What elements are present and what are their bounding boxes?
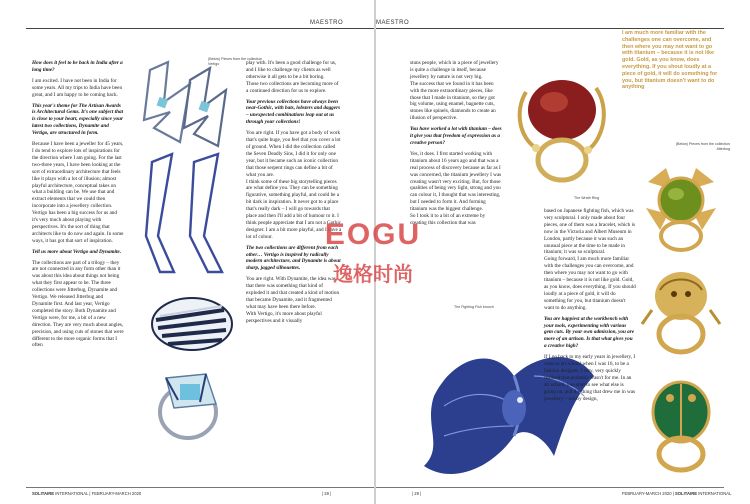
footer-brand: SOLITAIRE [32, 491, 55, 496]
interview-question: You have worked a lot with titanium – does it give you that freedom of expression as a creative person? [410, 126, 502, 146]
vertigo-ring-image [140, 290, 240, 356]
watermark-text: EOGU [324, 218, 422, 251]
vertigo-caption: (Below) Pieces from the collection Vertigo [208, 57, 263, 66]
interview-answer: Yes, it does. I first started working with titanium about 16 years ago and that was a real process of discovery because as far as I was concerned, the titanium jewellery I was creating wasn't very exciting. But, for those qualities of being very light, strong and you can colour it, I thought that was interesting, but I needed to form it. And forming titanium was the biggest challenge. [410, 150, 502, 213]
footer-issue-right: FEBRUARY-MARCH 2020 | [622, 491, 674, 496]
interview-answer: stuns people, which in a piece of jewellery is quite a challenge in itself, because jewellery by nature is not very big. [410, 60, 499, 80]
jitterbug-ring-gold-image [638, 260, 724, 360]
running-title-right: MAESTRO [376, 20, 410, 26]
right-column-1 [410, 60, 502, 227]
interview-answer: play with. It's been a good challenge for us, and I like to challenge my clients as well otherwise it all gets to be a bit boring. [246, 60, 337, 80]
interview-answer: Going forward, I am much more familiar with the challenges you can overcome, and then where you may not want to go with titanium – because it is not like gold. Gold, as you know, does everything. If you should loudly at a piece of gold, it will do something for you, but titanium doesn't want to do anything. [544, 256, 636, 311]
footer-rule [26, 487, 374, 488]
jitterbug-ring-green-image [638, 160, 724, 254]
interview-answer: I am excited. I have not been in India for some years. All my trips to India have been great, and I am happy to be coming back. [32, 77, 123, 98]
footer-rule-right [376, 487, 724, 488]
footer-brand-suffix: INTERNATIONAL [698, 491, 732, 496]
interview-answer: The collections are part of a trilogy – they are not connected in any form other than it was about this idea about things not being what they first appear to be. The three collections were Jitterbug, Dynamite and Vertigo. We released Jitterbug and Dynamite first. And last year, Vertigo completed the story. Both Dynamite and Vertigo were, for me, a bit of a new direction. They are very much about angles, precision, and using cuts of stones that were different to the more organic forms that I often [32, 259, 124, 349]
header-rule [26, 28, 374, 29]
interview-answer: based on Japanese fighting fish, which was very sculptural. I only made about four pieces, one of them was a bracelet, which is now in the Victoria and Albert Museum in London, partly because it was such an unusual piece at the time to be made in titanium; it was so sculptural. [544, 208, 636, 256]
watermark-logo [318, 218, 428, 298]
interview-answer: You are right. If you have got a body of work that's quite huge, you feel that you cover a lot of ground. When I did the collection called the Seven Deadly Sins, I did it for only one year, but it became such an iconic collection that those serpent rings can define a bit of what you are. [246, 130, 341, 178]
jitterbug-caption: (Below) Pieces from the collection Jitterbug [675, 142, 730, 151]
interview-question: Tell us more about Vertigo and Dynamite. [32, 248, 122, 255]
pull-quote: I am much more familiar with the challenges one can overcome, and then where you may not want to go with titanium – because it is not like gold. Gold, as you know, does everything. If you shout loudly at a piece of gold, it will do something for you, but titanium doesn't want to do anything [622, 30, 718, 91]
vertigo-earrings-image [134, 58, 240, 278]
footer-right [622, 491, 731, 496]
interview-question: This year's theme for The Artisan Awards is Architectural Gems. It's one subject that is close to your heart, especially since your latest two collections, Dynamite and Vertigo, are structured in form. [32, 102, 124, 137]
page-number-right: | 29 | [412, 491, 422, 496]
footer-issue: INTERNATIONAL | FEBRUARY-MARCH 2020 [55, 491, 142, 496]
interview-answer: You are right. With Dynamite, the idea was that there was something that kind of exploded it and that created a kind of motion that became Dynamite, and it fragmented what may have been there before. [246, 276, 340, 310]
page-number-left: | 28 | [322, 491, 332, 496]
interview-question: How does it feel to be back in India after a long time? [32, 60, 123, 73]
interview-answer: I think some of these big storytelling pieces are what define you. They can be something figurative, something playful, and could be a bit dark in inspiration. It never got to a place that's really dark – I will go towards that place and then I'll add a bit of humour to it. I think people appreciate that I am not a Gothic designer. I am a bit more playful, and I have a lot of colour. [246, 178, 342, 240]
interview-answer: The success that we found in it has been with the more extraordinary pieces, like those that I made in titanium, so they got big volume, using enamel, baguette cuts, stones like spinels, diamonds to create an illusion of perspective. [410, 80, 496, 122]
running-title-left: MAESTRO [310, 20, 344, 26]
footer-left [32, 491, 141, 496]
interview-answer: If I go back to my early years in jewellery, I went to art school when I was 16, to be a fashion designer. I very, very quickly realised that probably wasn't for me. In an art school, you start to see what else is going on, and the thing that drew me in was jewellery – not by design, [544, 354, 636, 402]
vertigo-ring-2-image [148, 368, 232, 444]
interview-answer: Because I have been a jeweller for 45 years, I do tend to explore lots of inspirations for the direction where I am going. For the last two-three years, I have been looking at the sort of extraordinary architecture that feels like it plays with a lot of illusion; almost playful architecture, conceptual takes on what a building can be. We use that and extract elements that we could then incorporate into a jewellery collection. Vertigo has been a big success for us and it's very much about playing with perspectives. It's the sort of thing that architects like to do now and again. In some ways, it has got that sort of inspiration. [32, 141, 124, 244]
interview-answer: So I took it to a bit of an extreme by creating this collection that was [410, 213, 486, 226]
header-rule-right [376, 28, 724, 29]
watermark-subtext: 逸格时尚 [333, 262, 413, 286]
wrath-ring-image [506, 52, 616, 192]
jitterbug-ring-enamel-image [638, 372, 724, 476]
right-column-2 [544, 208, 636, 402]
footer-brand-right: SOLITAIRE [675, 491, 698, 496]
interview-answer: Those two collections are becoming more of a continued direction for us to explore. [246, 80, 339, 94]
left-column-1 [32, 60, 124, 349]
wrath-ring-caption: The Wrath Ring [574, 196, 600, 200]
fighting-fish-caption: The Fighting Fish brooch [454, 305, 494, 309]
interview-question: The two collections are different from each other… Vertigo is inspired by radically modern architecture, and Dynamite is about sharp, jagged silhouettes. [246, 244, 341, 272]
right-page [376, 0, 750, 504]
interview-question: You are happiest at the workbench with your tools, experimenting with various gem cuts. By your own admission, you are more of an artisan. Is that what gives you a creative high? [544, 315, 635, 350]
interview-question: Your previous collections have always been near-Gothic, with bats, lobsters and daggers – unexpected combinations leap out at us through your collections! [246, 98, 341, 126]
interview-answer: With Vertigo, it's more about playful perspectives and it visually [246, 310, 322, 324]
